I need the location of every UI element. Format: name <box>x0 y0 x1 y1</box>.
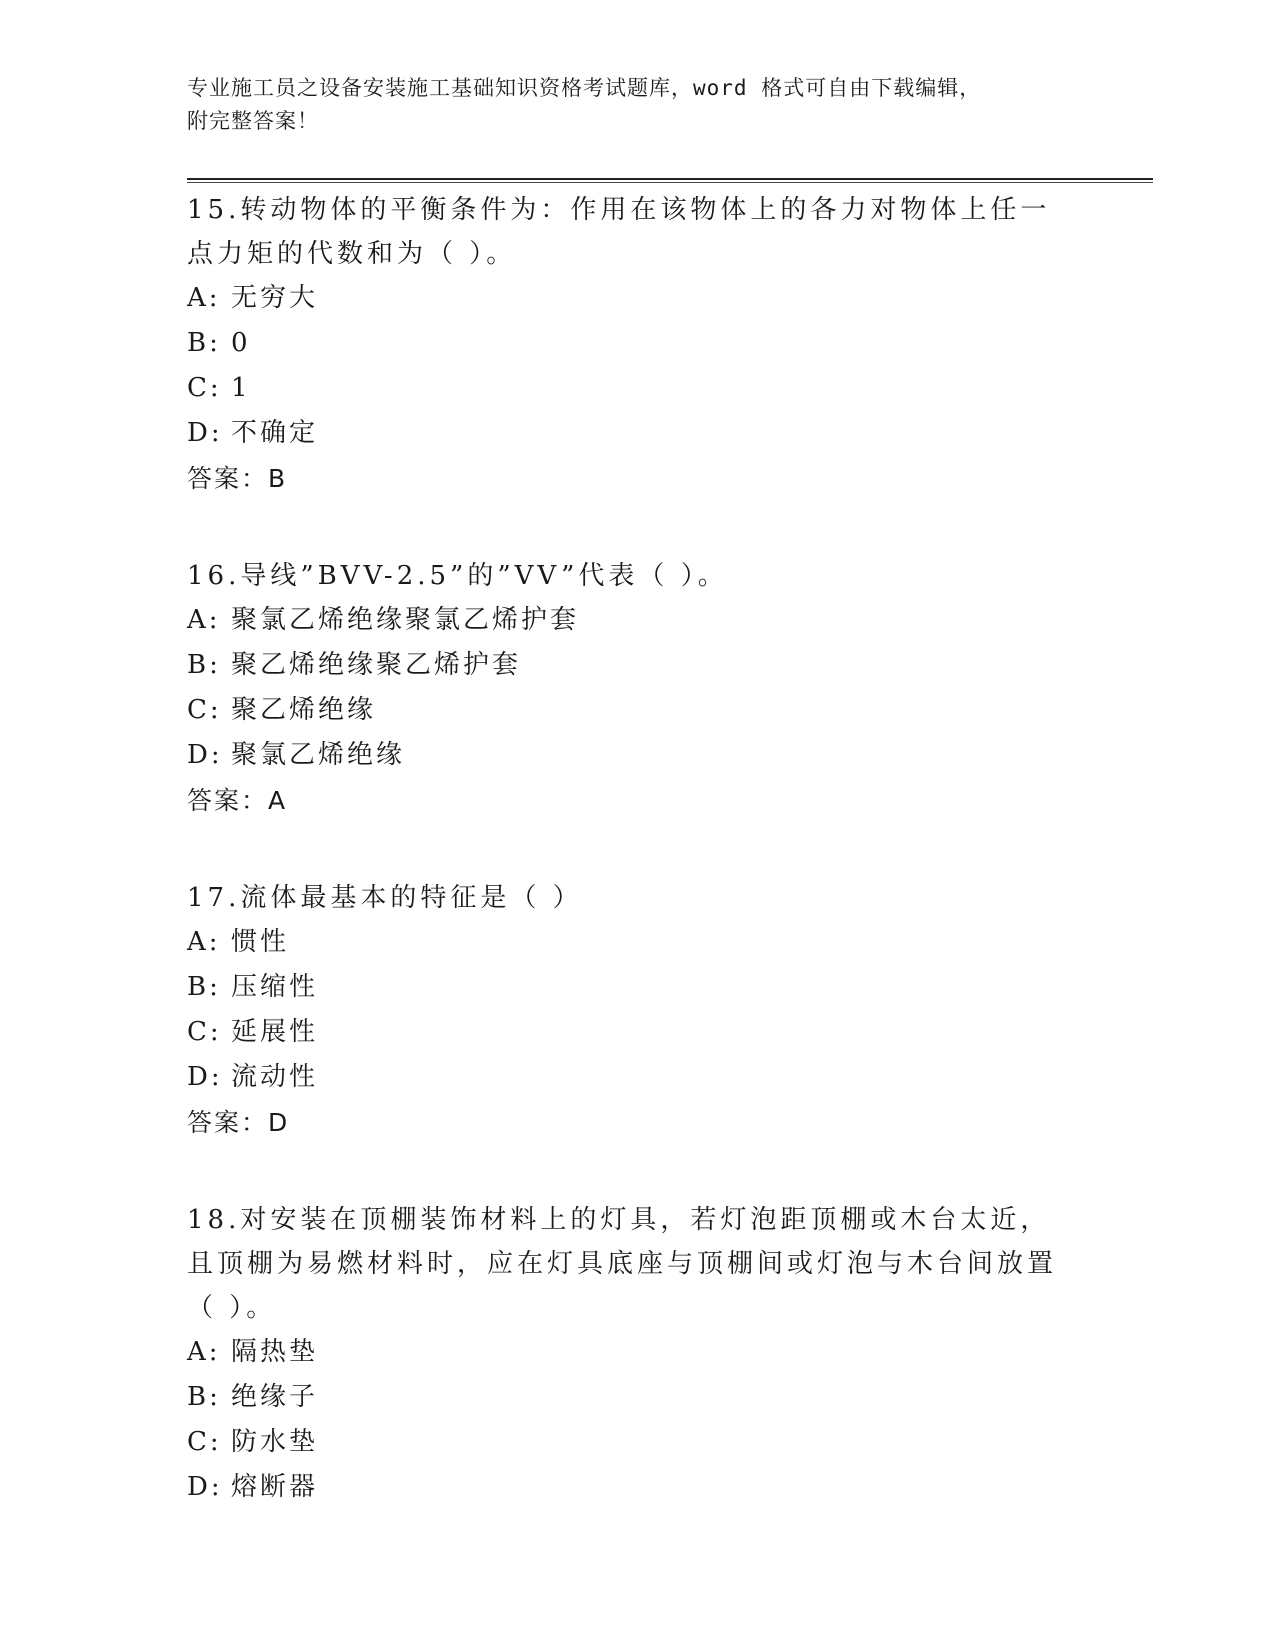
option-text: 聚乙烯绝缘聚乙烯护套 <box>231 650 522 680</box>
option-b <box>187 643 1087 688</box>
question-stem: 16.导线”BVV-2.5”的”VV”代表（ ）。 <box>187 561 728 591</box>
question-15 <box>187 188 1087 502</box>
option-text: 0 <box>231 328 251 358</box>
question-stem: 17.流体最基本的特征是（ ） <box>187 883 583 913</box>
question-list <box>187 188 1087 1562</box>
header-line-2: 附完整答案！ <box>187 109 319 133</box>
option-key: A: <box>187 1337 221 1367</box>
option-text: 熔断器 <box>231 1472 319 1502</box>
answer-line: 答案：D <box>187 1108 290 1137</box>
option-key: C: <box>187 695 222 725</box>
option-c <box>187 688 1087 733</box>
option-key: C: <box>187 373 222 403</box>
option-text: 1 <box>231 373 251 403</box>
question-stem: 18.对安装在顶棚装饰材料上的灯具，若灯泡距顶棚或木台太近，且顶棚为易燃材料时，应在灯具底座与顶棚间或灯泡与木台间放置（ ）。 <box>187 1205 1058 1323</box>
option-text: 防水垫 <box>231 1427 319 1457</box>
option-text: 聚乙烯绝缘 <box>231 695 377 725</box>
question-17 <box>187 876 1087 1146</box>
option-key: D: <box>187 1472 223 1502</box>
option-key: A: <box>187 283 221 313</box>
option-b <box>187 1375 1087 1420</box>
option-key: B: <box>187 328 221 358</box>
option-b <box>187 321 1087 366</box>
option-c <box>187 1010 1087 1055</box>
option-text: 延展性 <box>231 1017 319 1047</box>
question-18 <box>187 1198 1087 1510</box>
option-text: 压缩性 <box>231 972 319 1002</box>
option-text: 流动性 <box>231 1062 319 1092</box>
option-key: D: <box>187 740 223 770</box>
option-c <box>187 366 1087 411</box>
option-text: 无穷大 <box>231 283 319 313</box>
option-d <box>187 733 1087 778</box>
option-key: A: <box>187 927 221 957</box>
header-divider-thin <box>187 182 1153 183</box>
option-key: C: <box>187 1017 222 1047</box>
answer-line: 答案：B <box>187 464 288 493</box>
option-d <box>187 411 1087 456</box>
document-header <box>187 72 1067 138</box>
option-a <box>187 276 1087 321</box>
option-d <box>187 1055 1087 1100</box>
option-d <box>187 1465 1087 1510</box>
option-a <box>187 598 1087 643</box>
option-text: 聚氯乙烯绝缘聚氯乙烯护套 <box>231 605 580 635</box>
option-key: A: <box>187 605 221 635</box>
question-stem: 15.转动物体的平衡条件为：作用在该物体上的各力对物体上任一点力矩的代数和为（ ）。 <box>187 195 1051 269</box>
option-key: B: <box>187 972 221 1002</box>
option-a <box>187 920 1087 965</box>
option-text: 不确定 <box>231 418 319 448</box>
option-text: 隔热垫 <box>231 1337 319 1367</box>
option-key: B: <box>187 650 221 680</box>
question-16 <box>187 554 1087 824</box>
answer-line: 答案：A <box>187 786 288 815</box>
option-b <box>187 965 1087 1010</box>
option-text: 惯性 <box>231 927 290 957</box>
option-key: B: <box>187 1382 221 1412</box>
option-key: D: <box>187 1062 223 1092</box>
option-c <box>187 1420 1087 1465</box>
option-key: C: <box>187 1427 222 1457</box>
header-line-1: 专业施工员之设备安装施工基础知识资格考试题库，word 格式可自由下载编辑， <box>187 76 982 100</box>
header-divider-thick <box>187 178 1153 180</box>
option-a <box>187 1330 1087 1375</box>
option-text: 聚氯乙烯绝缘 <box>231 740 406 770</box>
option-key: D: <box>187 418 223 448</box>
option-text: 绝缘子 <box>231 1382 319 1412</box>
